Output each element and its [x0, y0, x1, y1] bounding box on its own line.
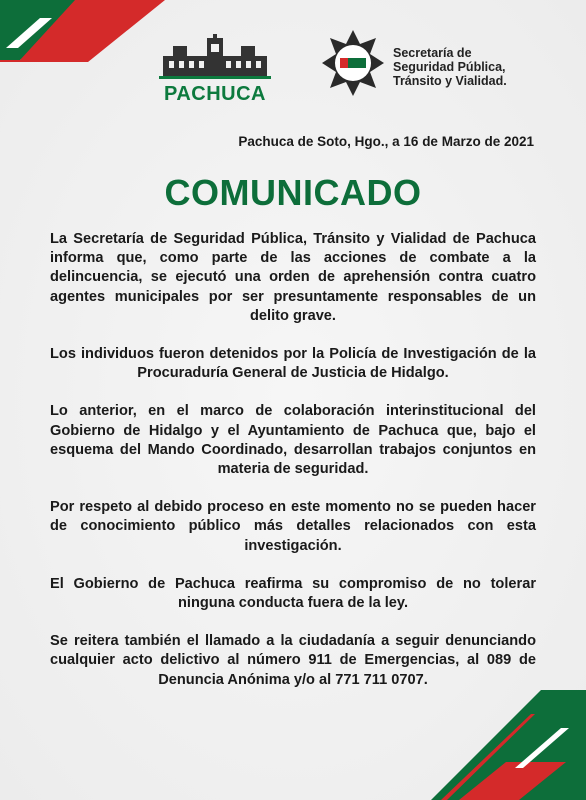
pachuca-logo-text: PACHUCA	[163, 83, 266, 105]
paragraph: El Gobierno de Pachuca reafirma su compromiso de no tolerar ninguna conducta fuera de la ley.	[50, 575, 536, 612]
secretariat-name: Secretaría de Seguridad Pública, Tránsito y Vialidad.	[393, 46, 507, 88]
police-star-badge-icon	[320, 28, 386, 98]
page-title: COMUNICADO	[164, 172, 422, 213]
paragraph: Se reitera también el llamado a la ciudadanía a seguir denunciando cualquier acto delictivo al número 911 de Emergencias, al 089 de Denuncia Anónima y/o al 771 711 0707.	[50, 633, 536, 688]
communique-body	[50, 230, 536, 709]
pachuca-logo	[155, 34, 275, 106]
header	[0, 28, 586, 108]
corner-stripes-bottom-right	[411, 690, 586, 800]
paragraph: Los individuos fueron detenidos por la Policía de Investigación de la Procuraduría General de Justicia de Hidalgo.	[50, 346, 536, 382]
paragraph: La Secretaría de Seguridad Pública, Tránsito y Vialidad de Pachuca informa que, como parte de las acciones de combate a la delincuencia, se ejecutó una orden de aprehensión contra cuatro agentes municipales por ser presuntamente responsables de un delito grave.	[50, 231, 536, 324]
city-skyline-icon	[155, 34, 275, 80]
paragraph: Lo anterior, en el marco de colaboración interinstitucional del Gobierno de Hidalgo y el Ayuntamiento de Pachuca que, bajo el esquema del Mando Coordinado, desarrollan trabajos conjuntos en materia de seguridad.	[50, 403, 536, 478]
issue-date: Pachuca de Soto, Hgo., a 16 de Marzo de 2021	[238, 134, 534, 149]
paragraph: Por respeto al debido proceso en este momento no se pueden hacer de conocimiento público más detalles relacionados con esta investigación.	[50, 499, 536, 554]
